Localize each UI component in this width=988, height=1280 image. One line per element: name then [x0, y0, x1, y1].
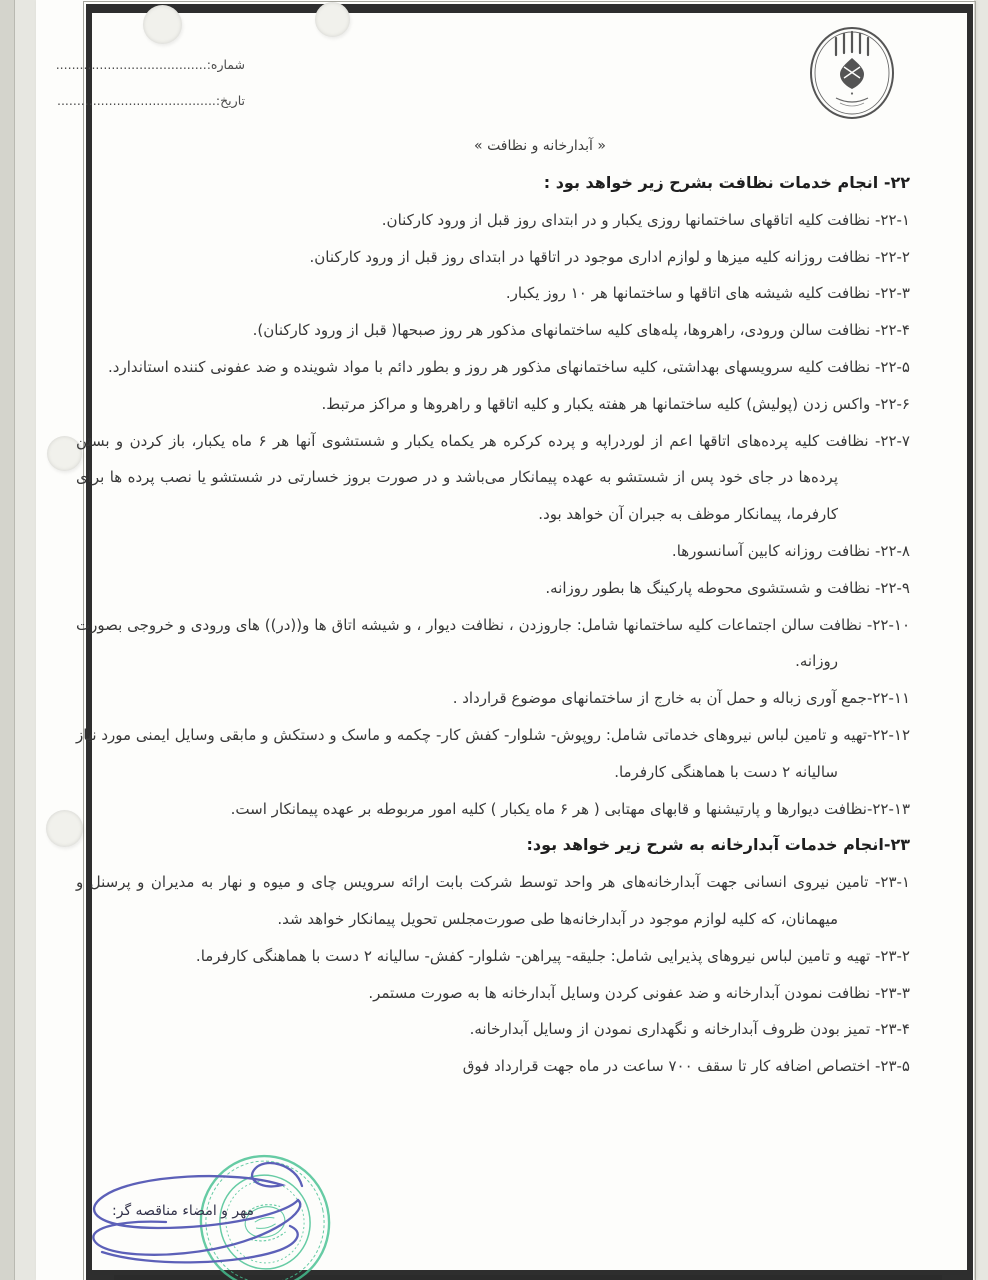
contract-item: ۲۳-۳- نظافت نمودن آبدارخانه و ضد عفونی کردن وسایل آبدارخانه ها به صورت مستمر.: [368, 983, 910, 1002]
handwritten-signature: [66, 1152, 376, 1278]
section-23-heading: ۲۳-انجام خدمات آبدارخانه به شرح زیر خواهد بود:: [526, 835, 910, 855]
contract-item: ۲۲-۹- نظافت و شستشوی محوطه پارکینگ ها بطور روزانه.: [545, 578, 910, 597]
section-22-heading: ۲۲- انجام خدمات نظافت بشرح زیر خواهد بود :: [543, 173, 910, 192]
contract-item: ۲۳-۱- تامین نیروی انسانی جهت آبدارخانه‌های هر واحد توسط شرکت بابت ارائه سرویس چای و میوه و نهار به مدیران و پرسنل و میهمانان، که کلیه لوازم موجود در آبدارخانه‌ها طی صورت‌مجلس تحویل پیمانکار خواهد شد.: [76, 873, 910, 928]
number-field: [55, 47, 245, 83]
number-label: شماره:: [206, 57, 245, 72]
contract-item: ۲۲-۴- نظافت سالن ورودی، راهروها، پله‌های کلیه ساختمانهای مذکور هر روز صبحها( قبل از ورود کارکنان).: [252, 321, 910, 340]
contract-item: ۲۲-۱۲-تهیه و تامین لباس نیروهای خدماتی شامل: روپوش- شلوار- کفش کار- چکمه و ماسک و دستکش و مابقی وسایل ایمنی مورد نیاز سالیانه ۲ دست با هماهنگی کارفرما.: [76, 725, 910, 781]
contract-item: ۲۳-۴- تمیز بودن ظروف آبدارخانه و نگهداری نمودن از وسایل آبدارخانه.: [469, 1020, 910, 1039]
contract-item: ۲۲-۲- نظافت روزانه کلیه میزها و لوازم اداری موجود در اتاقها در ابتدای روز قبل از ورود کارکنان.: [309, 247, 910, 266]
date-dotted-line: ........................................: [56, 93, 216, 108]
contract-item: ۲۲-۱۳-نظافت دیوارها و پارتیشنها و قابهای مهتابی ( هر ۶ ماه یکبار ) کلیه امور مربوطه بر عهده پیمانکار است.: [230, 799, 910, 818]
contract-item: ۲۲-۸- نظافت روزانه کابین آسانسورها.: [671, 541, 910, 560]
page-title: « آبدارخانه و نظافت »: [474, 138, 606, 154]
punch-hole: [143, 5, 182, 44]
punch-hole: [315, 2, 350, 37]
contract-body: [76, 165, 910, 1085]
contract-item: ۲۲-۷- نظافت کلیه پرده‌های اتاقها اعم از لوردراپه و پرده کرکره هر یکماه یکبار و شستشوی آنها هر ۶ ماه یکبار، باز کردن و بستن پرده‌ها در جای خود پس از شستشو به عهده پیمانکار می‌باشد و در صورت بروز خسارتی در شستشو یا نصب پرده ها برای کارفرما، پیمانکار موظف به جبران آن خواهد بود.: [76, 431, 910, 524]
reference-fields: [55, 47, 245, 119]
contract-item: ۲۲-۳- نظافت کلیه شیشه های اتاقها و ساختمانها هر ۱۰ روز یکبار.: [505, 284, 910, 303]
bidder-seal-signature-label: مهر و امضاء مناقصه گر:: [112, 1203, 255, 1219]
contract-item: ۲۲-۱- نظافت کلیه اتاقهای ساختمانها روزی یکبار و در ابتدای روز قبل از ورود کارکنان.: [381, 210, 910, 229]
contract-item: ۲۲-۱۰- نظافت سالن اجتماعات کلیه ساختمانها شامل: جاروزدن ، نظافت دیوار ، و شیشه اتاق ها و((در)) های ورودی و خروجی بصورت روزانه.: [76, 615, 910, 671]
contract-item: ۲۳-۲- تهیه و تامین لباس نیروهای پذیرایی شامل: جلیقه- پیراهن- شلوار- کفش- سالیانه ۲ دست با هماهنگی کارفرما.: [195, 946, 910, 965]
contract-item: ۲۳-۵- اختصاص اضافه کار تا سقف ۷۰۰ ساعت در ماه جهت قرارداد فوق: [462, 1057, 910, 1076]
date-field: [56, 83, 245, 119]
number-dotted-line: ......................................: [55, 57, 207, 72]
contract-item: ۲۲-۶- واکس زدن (پولیش) کلیه ساختمانها هر هفته یکبار و کلیه اتاقها و راهروها و مراکز مرتبط.: [321, 394, 910, 413]
contract-item: ۲۲-۵- نظافت کلیه سرویسهای بهداشتی، کلیه ساختمانهای مذکور هر روز و بطور دائم با مواد شوینده و ضد عفونی کننده استاندارد.: [108, 357, 910, 376]
contract-item: ۲۲-۱۱-جمع آوری زباله و حمل آن به خارج از ساختمانهای موضوع قرارداد .: [452, 689, 910, 708]
scan-edge-strip: [0, 0, 15, 1280]
date-label: تاریخ:: [215, 93, 245, 108]
organization-emblem-icon: [806, 22, 898, 122]
